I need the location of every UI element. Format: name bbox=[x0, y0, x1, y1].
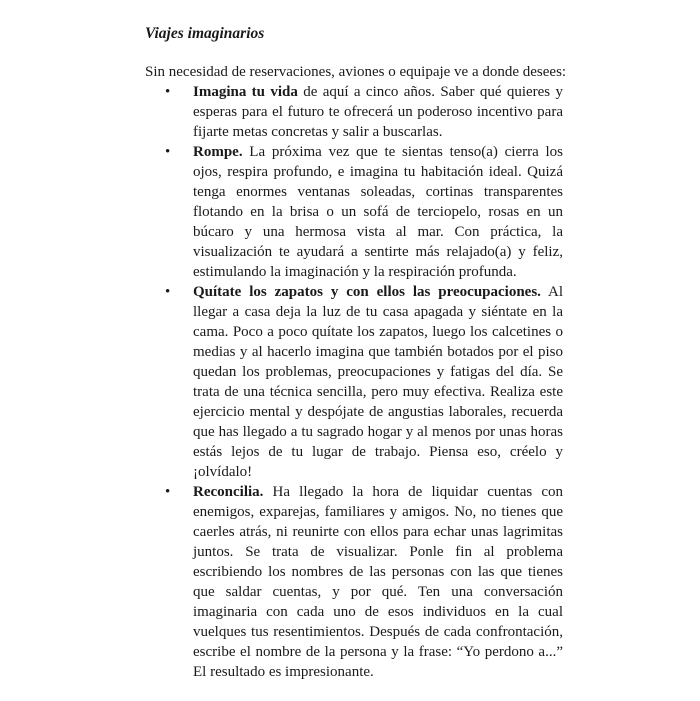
item-text: Al llegar a casa deja la luz de tu casa apagada y siéntate en la cama. Poco a poco quítate los zapatos, luego los calcetines o medias y al hacerlo imagina que también botados por el piso quedan los problemas, preocupaciones y fatigas del día. Se trata de una técnica sencilla, pero muy efectiva. Realiza este ejercicio mental y despójate de angustias laborales, recuerda que has llegado a tu sagrado hogar y al menos por unas horas estás lejos de tu lugar de trabajo. Piensa eso, créelo y ¡olvídalo! bbox=[193, 284, 563, 480]
item-text: de aquí a cinco años. Saber qué quieres y esperas para el futuro te ofrecerá un poderoso incentivo para fijarte metas concretas y salir a buscarlas. bbox=[193, 84, 563, 140]
list-item bbox=[145, 82, 563, 142]
bullet-icon: • bbox=[165, 144, 171, 160]
bullet-list bbox=[145, 82, 563, 682]
item-text: La próxima vez que te sientas tenso(a) cierra los ojos, respira profundo, e imagina tu habitación ideal. Quizá tenga enormes ventanas soleadas, cortinas transparentes flotando en la brisa o un sofá de terciopelo, rosas en un búcaro y una hermosa vista al mar. Con práctica, la visualización te ayudará a sentirte más relajado(a) y feliz, estimulando la imaginación y la respiración profunda. bbox=[193, 144, 563, 280]
list-item bbox=[145, 142, 563, 282]
list-item bbox=[145, 482, 563, 682]
item-lead: Quítate los zapatos y con ellos las preocupaciones. bbox=[193, 284, 541, 300]
bullet-icon: • bbox=[165, 284, 171, 300]
item-text: Ha llegado la hora de liquidar cuentas con enemigos, exparejas, familiares y amigos. No, no tienes que caerles atrás, ni reunirte con ellos para echar unas lagrimitas juntos. Se trata de visualizar. Ponle fin al problema escribiendo los nombres de las personas con las que tienes que saldar cuentas, y por qué. Ten una conversación imaginaria con cada uno de esos individuos en la cual vuelques tus resentimientos. Después de cada confrontación, escribe el nombre de la persona y la frase: “Yo perdono a...” El resultado es impresionante. bbox=[193, 484, 563, 680]
bullet-icon: • bbox=[165, 484, 171, 500]
item-lead: Imagina tu vida bbox=[193, 84, 298, 100]
page-content bbox=[145, 24, 567, 682]
list-item bbox=[145, 282, 563, 482]
intro-paragraph: Sin necesidad de reservaciones, aviones o equipaje ve a donde desees: bbox=[145, 64, 567, 80]
item-lead: Rompe. bbox=[193, 144, 243, 160]
bullet-icon: • bbox=[165, 84, 171, 100]
item-lead: Reconcilia. bbox=[193, 484, 264, 500]
section-title: Viajes imaginarios bbox=[145, 25, 265, 42]
